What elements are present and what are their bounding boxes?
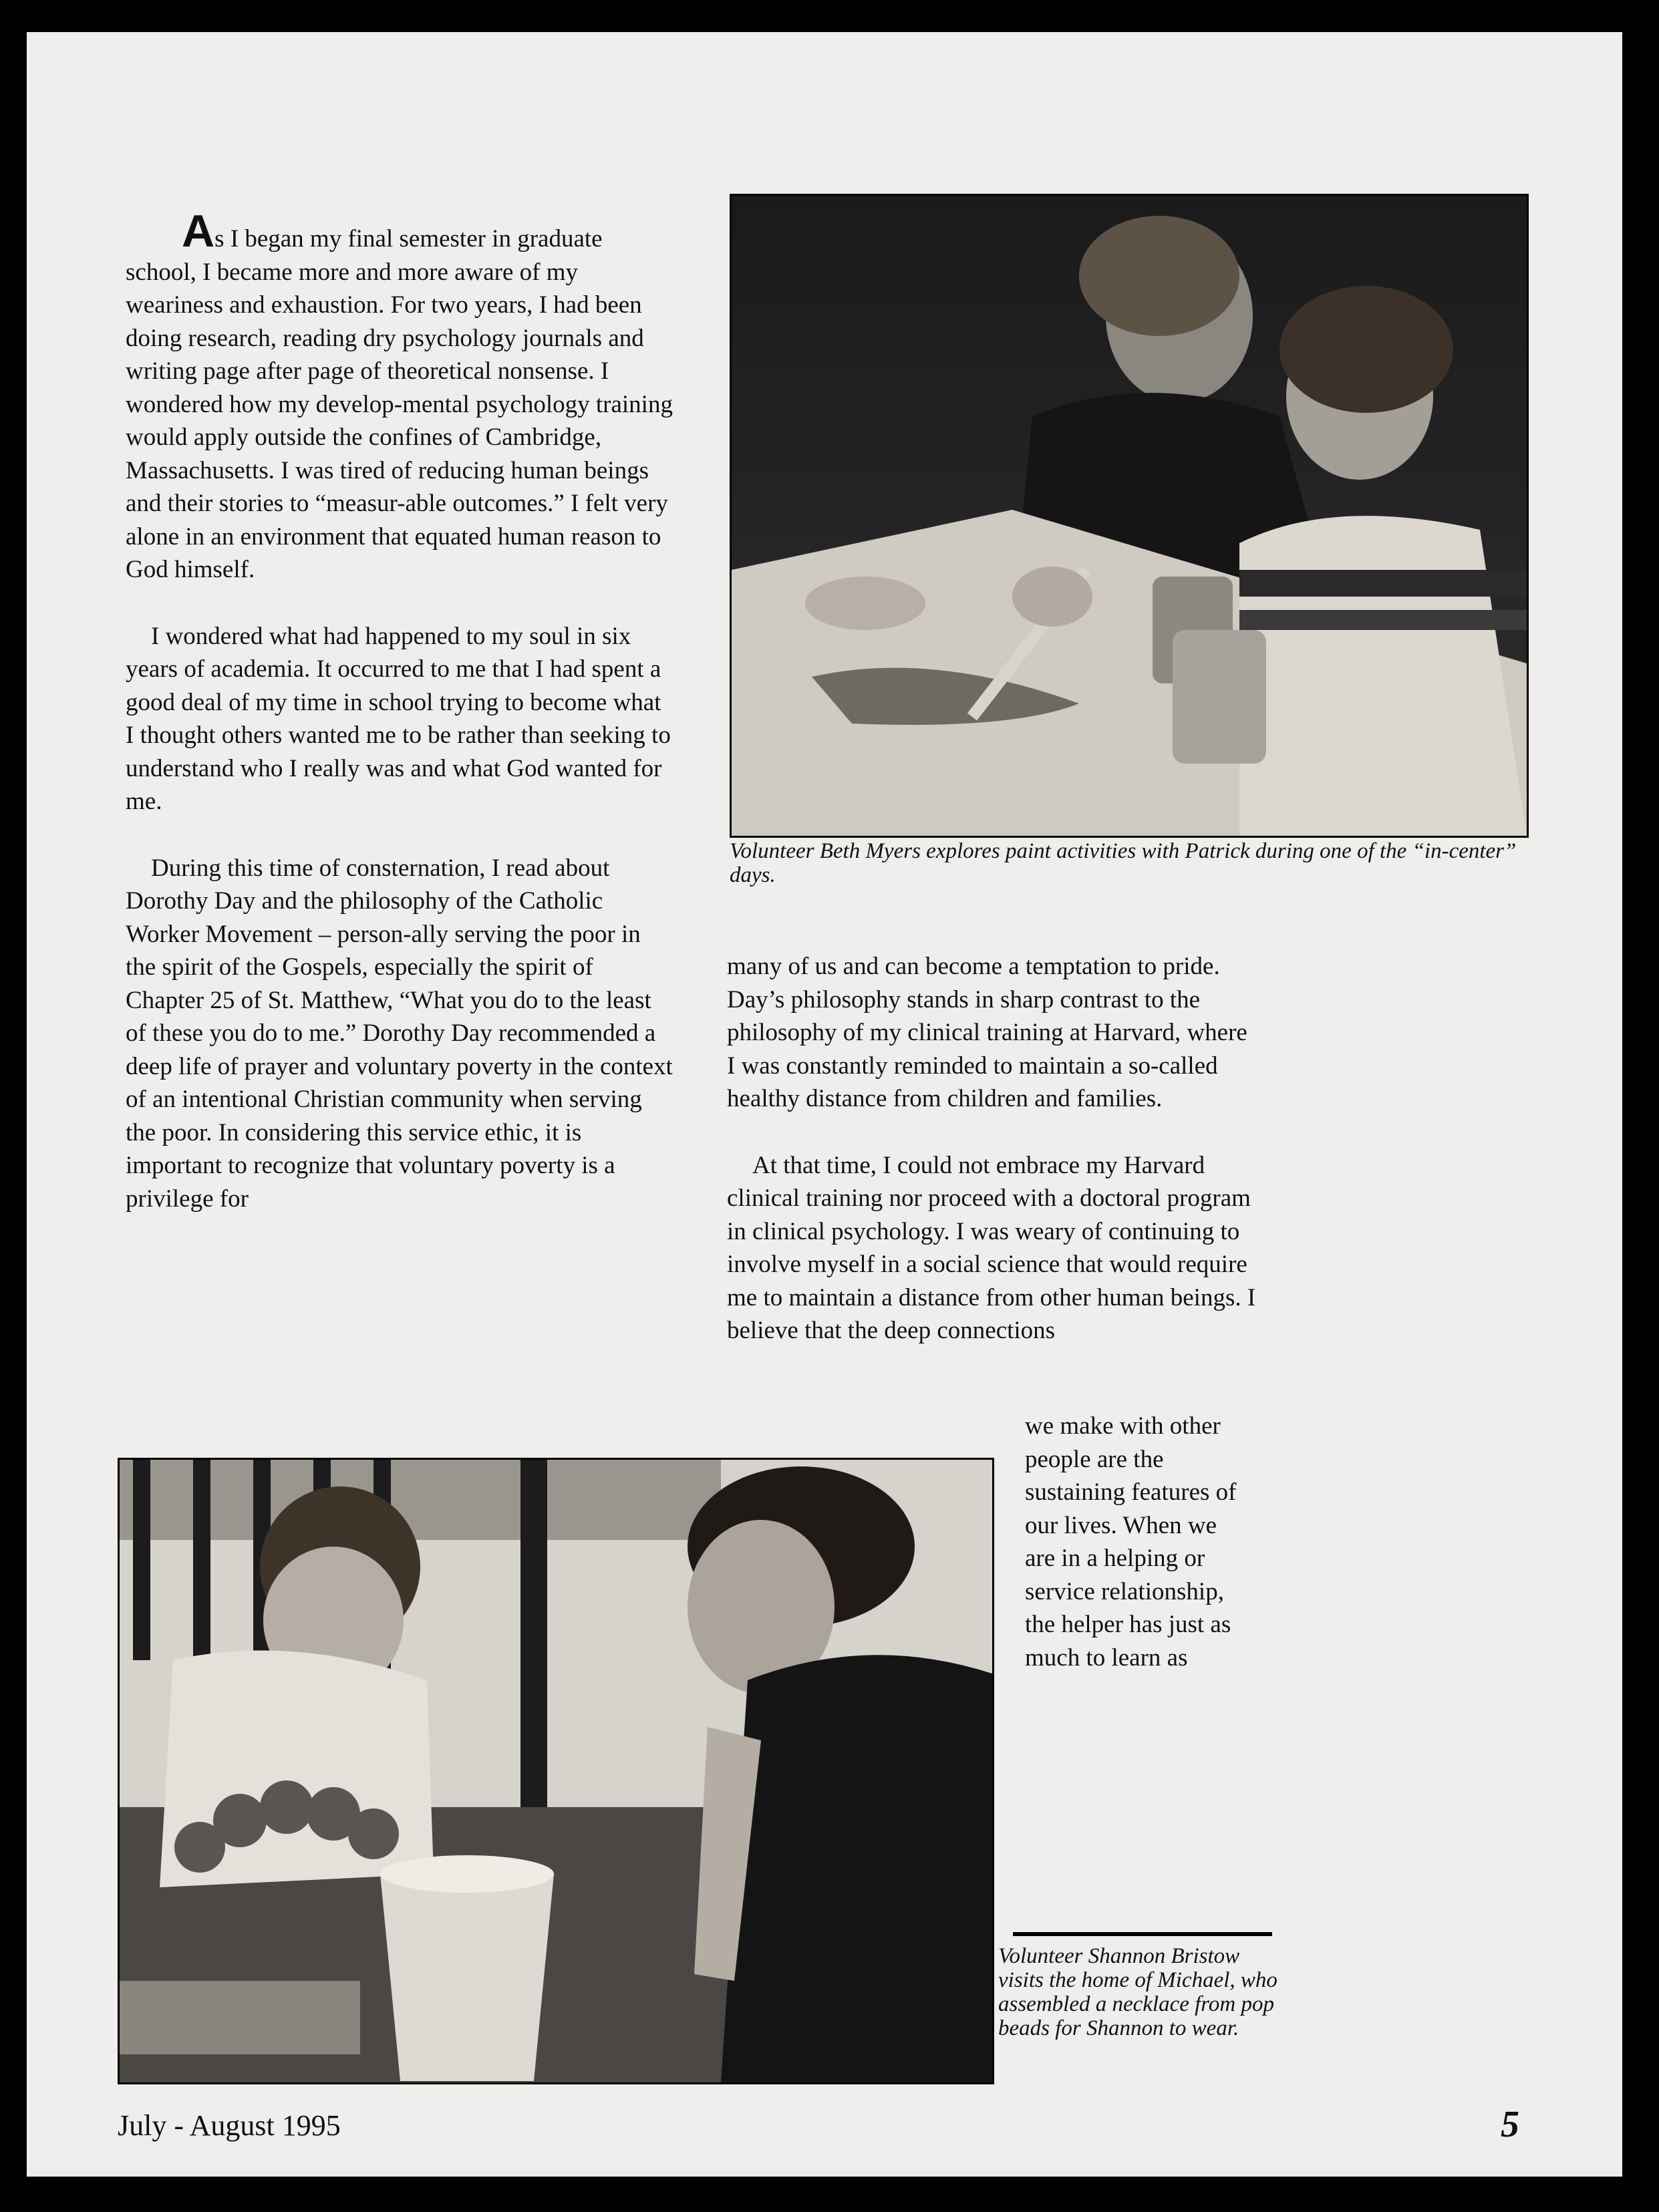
home-visit-photo-image: [120, 1460, 992, 2082]
article-paragraph-4: At that time, I could not embrace my Harvard clinical training nor proceed with a doctoral program in clinical psychology. I was weary of continuing to involve myself in a social science that would require me to maintain a distance from other human beings. I believe that the deep connections: [727, 1151, 1256, 1344]
page-number: 5: [1501, 2104, 1519, 2145]
article-column-right-narrow: [1025, 1410, 1252, 1674]
paragraph-1-text: s I began my final semester in graduate school, I became more and more aware of my weariness and exhaustion. For two years, I had been doing research, reading dry psychology journals and writing page after page of theoretical nonsense. I wondered how my develop-mental psychology training would apply outside the confines of Cambridge, Massachusetts. I was tired of reducing human beings and their stories to “measur-able outcomes.” I felt very alone in an environment that equated human reason to God himself.: [126, 225, 673, 583]
top-photo-caption: Volunteer Beth Myers explores paint activities with Patrick during one of the “in-center” days.: [730, 839, 1517, 887]
bottom-photo-caption: Volunteer Shannon Bristow visits the home of Michael, who assembled a necklace from pop beads for Shannon to wear.: [998, 1944, 1277, 2040]
article-paragraph-3: During this time of consternation, I read about Dorothy Day and the philosophy of the Catholic Worker Movement – person-ally serving the poor in the spirit of the Gospels, especially the spirit of Chapter 25 of St. Matthew, “What you do to the least of these you do to me.” Dorothy Day recommended a deep life of prayer and voluntary poverty in the context of an intentional Christian community when serving the poor. In considering this service ethic, it is important to recognize that voluntary poverty is a privilege for: [126, 854, 673, 1213]
painting-photo-image: [732, 196, 1527, 836]
article-paragraph-2: I wondered what had happened to my soul in six years of academia. It occurred to me that I had spent a good deal of my time in school trying to become what I thought others wanted me to be rather than seeking to understand who I really was and what God wanted for me.: [126, 622, 671, 815]
article-paragraph-1: [126, 206, 673, 587]
photo-home-visit: [118, 1458, 994, 2084]
photo-painting-activity: [730, 194, 1529, 838]
drop-cap: A: [182, 206, 215, 257]
article-column-right: [727, 950, 1261, 1348]
caption-rule: [1013, 1932, 1272, 1936]
article-paragraph-3-continued: many of us and can become a temptation to pride. Day’s philosophy stands in sharp contrast to the philosophy of my clinical training at Harvard, where I was constantly reminded to maintain a so-called healthy distance from children and families.: [727, 953, 1247, 1112]
article-paragraph-4-continued: we make with other people are the sustaining features of our lives. When we are in a helping or service relationship, the helper has just as much to learn as: [1025, 1412, 1237, 1672]
issue-date: July - August 1995: [118, 2109, 341, 2142]
magazine-page: [27, 32, 1622, 2177]
article-column-left: [126, 206, 673, 1215]
